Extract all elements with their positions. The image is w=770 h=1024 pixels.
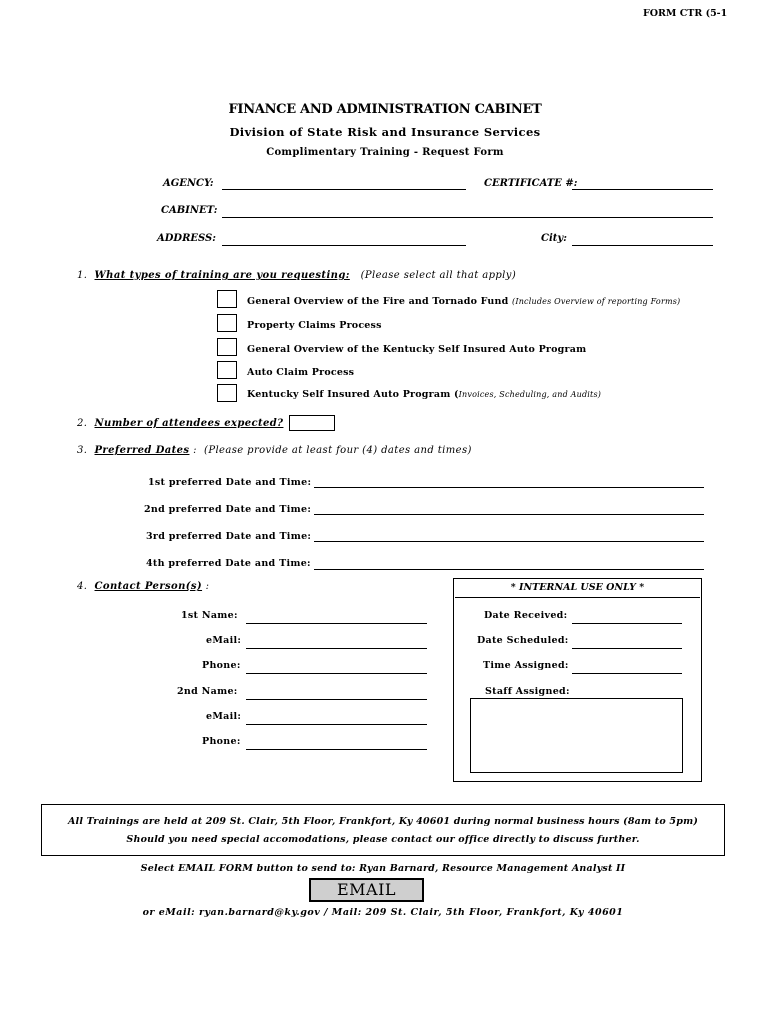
certificate-field[interactable]	[572, 189, 713, 190]
date-received-label: Date Received:	[484, 610, 568, 621]
notice-line-1: All Trainings are held at 209 St. Clair, 5th Floor, Frankfort, Ky 40601 during normal business hours (8am to 5pm)	[67, 816, 699, 827]
option-ky-auto-program-note: Invoices, Scheduling, and Audits)	[458, 390, 602, 399]
contact-1-email-field[interactable]	[246, 648, 427, 649]
option-fire-tornado-checkbox[interactable]	[217, 290, 237, 308]
question-3-text: Preferred Dates	[94, 445, 190, 456]
question-1-text: What types of training are you requesting:	[94, 270, 350, 281]
contact-2-email-label: eMail:	[206, 711, 242, 722]
agency-label: AGENCY:	[163, 178, 214, 189]
contact-2-phone-label: Phone:	[202, 736, 241, 747]
contact-1-email-label: eMail:	[206, 635, 242, 646]
question-4-colon: :	[205, 581, 210, 592]
division-name: Division of State Risk and Insurance Services	[229, 125, 541, 139]
question-3-colon: :	[193, 445, 197, 456]
question-3-hint: (Please provide at least four (4) dates and times)	[204, 445, 472, 456]
city-field[interactable]	[572, 245, 713, 246]
question-1-number: 1.	[77, 270, 88, 281]
option-ky-auto-program	[247, 389, 601, 400]
address-label: ADDRESS:	[157, 233, 216, 244]
address-field[interactable]	[222, 245, 466, 246]
email-button[interactable]: EMAIL	[309, 878, 424, 902]
question-4-text: Contact Person(s)	[94, 581, 203, 592]
notice-box	[41, 804, 725, 856]
option-ky-auto-program-label: Kentucky Self Insured Auto Program (	[247, 389, 459, 400]
contact-1-name-label: 1st Name:	[181, 610, 238, 621]
date-scheduled-label: Date Scheduled:	[477, 635, 569, 646]
date-4-label: 4th preferred Date and Time:	[146, 558, 311, 569]
contact-2-email-field[interactable]	[246, 724, 427, 725]
question-2-number: 2.	[77, 418, 88, 429]
option-fire-tornado	[247, 296, 680, 307]
date-3-field[interactable]	[314, 541, 704, 542]
question-4-number: 4.	[77, 581, 88, 592]
question-2	[77, 418, 283, 429]
question-1-hint: (Please select all that apply)	[360, 270, 517, 281]
option-ky-auto-overview-checkbox[interactable]	[217, 338, 237, 356]
date-received-field[interactable]	[572, 623, 682, 624]
email-instruction: Select EMAIL FORM button to send to: Ryan Barnard, Resource Management Analyst II	[140, 863, 626, 874]
attendees-input[interactable]	[289, 415, 335, 431]
contact-1-phone-label: Phone:	[202, 660, 241, 671]
notice-line-2: Should you need special accomodations, please contact our office directly to discuss further.	[126, 834, 640, 845]
time-assigned-label: Time Assigned:	[483, 660, 569, 671]
form-code: FORM CTR (5-1	[643, 8, 728, 19]
contact-1-phone-field[interactable]	[246, 673, 427, 674]
option-property-claims-checkbox[interactable]	[217, 314, 237, 332]
city-label: City:	[541, 233, 567, 244]
question-2-text: Number of attendees expected?	[94, 418, 284, 429]
option-ky-auto-program-checkbox[interactable]	[217, 384, 237, 402]
form-name: Complimentary Training - Request Form	[266, 147, 504, 158]
date-scheduled-field[interactable]	[572, 648, 682, 649]
option-fire-tornado-note: (Includes Overview of reporting Forms)	[512, 297, 681, 306]
contact-2-name-label: 2nd Name:	[177, 686, 238, 697]
question-3	[77, 445, 472, 456]
staff-assigned-field[interactable]	[470, 698, 683, 773]
page-title: FINANCE AND ADMINISTRATION CABINET	[228, 102, 542, 117]
question-1	[77, 270, 516, 281]
certificate-label: CERTIFICATE #:	[484, 178, 578, 189]
agency-field[interactable]	[222, 189, 466, 190]
option-ky-auto-overview-label: General Overview of the Kentucky Self Insured Auto Program	[247, 344, 587, 355]
option-auto-claim-checkbox[interactable]	[217, 361, 237, 379]
internal-use-title: * INTERNAL USE ONLY *	[510, 582, 645, 593]
contact-1-name-field[interactable]	[246, 623, 427, 624]
cabinet-label: CABINET:	[161, 205, 218, 216]
question-4	[77, 581, 209, 592]
date-4-field[interactable]	[314, 569, 704, 570]
cabinet-field[interactable]	[222, 217, 713, 218]
question-3-number: 3.	[77, 445, 88, 456]
contact-info: or eMail: ryan.barnard@ky.gov / Mail: 209 St. Clair, 5th Floor, Frankfort, Ky 40601	[142, 907, 624, 918]
contact-2-phone-field[interactable]	[246, 749, 427, 750]
date-2-field[interactable]	[314, 514, 704, 515]
option-property-claims-label: Property Claims Process	[247, 320, 382, 331]
contact-2-name-field[interactable]	[246, 699, 427, 700]
date-3-label: 3rd preferred Date and Time:	[146, 531, 312, 542]
date-2-label: 2nd preferred Date and Time:	[144, 504, 312, 515]
time-assigned-field[interactable]	[572, 673, 682, 674]
option-auto-claim-label: Auto Claim Process	[247, 367, 355, 378]
date-1-field[interactable]	[314, 487, 704, 488]
staff-assigned-label: Staff Assigned:	[485, 686, 570, 697]
date-1-label: 1st preferred Date and Time:	[148, 477, 312, 488]
option-fire-tornado-label: General Overview of the Fire and Tornado Fund	[247, 296, 509, 307]
